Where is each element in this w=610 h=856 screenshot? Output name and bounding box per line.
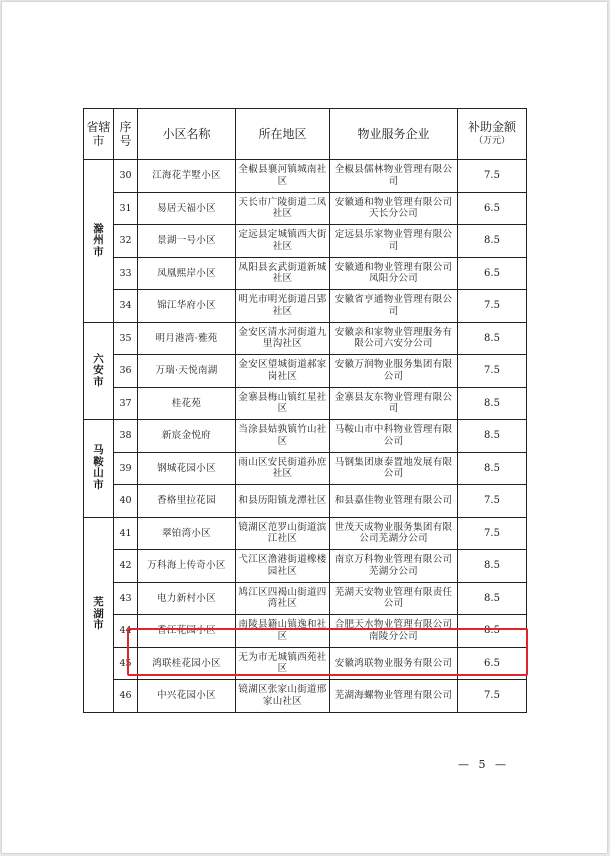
city-maanshan: 马鞍山市	[84, 420, 114, 518]
row-seq: 39	[114, 452, 138, 485]
header-subsidy	[458, 109, 527, 160]
row-seq: 42	[114, 550, 138, 583]
row-amount: 6.5	[458, 647, 527, 680]
header-subsidy-label: 补助金额	[467, 120, 516, 134]
table-row	[84, 192, 527, 225]
row-seq: 32	[114, 225, 138, 258]
row-location: 镜湖区范罗山街道滨江社区	[236, 517, 330, 550]
row-company: 安徽鸿联物业服务有限公司	[330, 647, 458, 680]
row-company: 安徽省亨通物业管理有限公司	[330, 290, 458, 323]
row-location: 金安区望城街道郝家岗社区	[236, 355, 330, 388]
table-row	[84, 582, 527, 615]
row-company: 安徽万润物业服务集团有限公司	[330, 355, 458, 388]
row-location: 南陵县籍山镇逸和社区	[236, 615, 330, 648]
row-amount: 6.5	[458, 192, 527, 225]
row-location: 鸠江区四褐山街道四湾社区	[236, 582, 330, 615]
row-seq: 34	[114, 290, 138, 323]
row-seq: 37	[114, 387, 138, 420]
table-header-row	[84, 109, 527, 160]
table-row	[84, 160, 527, 193]
row-location: 定远县定城镇西大街社区	[236, 225, 330, 258]
row-seq: 46	[114, 680, 138, 713]
row-location: 明光市明光街道吕郢社区	[236, 290, 330, 323]
row-amount: 8.5	[458, 387, 527, 420]
row-seq: 38	[114, 420, 138, 453]
row-amount: 8.5	[458, 420, 527, 453]
row-company: 马钢集团康泰置地发展有限公司	[330, 452, 458, 485]
row-company: 世茂天成物业服务集团有限公司芜湖分公司	[330, 517, 458, 550]
row-amount: 7.5	[458, 680, 527, 713]
city-wuhu: 芜湖市	[84, 517, 114, 712]
row-company: 和县嘉佳物业管理有限公司	[330, 485, 458, 518]
row-community: 桂花苑	[138, 387, 236, 420]
row-company: 芜湖天安物业管理有限责任公司	[330, 582, 458, 615]
row-company: 安徽亲和家物业管理服务有限公司六安分公司	[330, 322, 458, 355]
row-community: 新宸金悦府	[138, 420, 236, 453]
row-company: 金寨县友东物业管理有限公司	[330, 387, 458, 420]
row-community: 江海花芋墅小区	[138, 160, 236, 193]
table-row	[84, 387, 527, 420]
row-amount: 8.5	[458, 615, 527, 648]
row-community: 香江花园小区	[138, 615, 236, 648]
row-company: 安徽通和物业管理有限公司天长分公司	[330, 192, 458, 225]
row-community: 凤凰熙岸小区	[138, 257, 236, 290]
row-seq: 31	[114, 192, 138, 225]
table-row	[84, 355, 527, 388]
header-subsidy-unit: （万元）	[473, 136, 510, 146]
row-community: 鸿联桂花园小区	[138, 647, 236, 680]
row-community: 锦江华府小区	[138, 290, 236, 323]
table-row	[84, 290, 527, 323]
row-community: 易居天福小区	[138, 192, 236, 225]
row-community: 钢城花园小区	[138, 452, 236, 485]
row-company: 定远县乐家物业管理有限公司	[330, 225, 458, 258]
table-row	[84, 615, 527, 648]
row-seq: 44	[114, 615, 138, 648]
table-row	[84, 420, 527, 453]
row-amount: 7.5	[458, 517, 527, 550]
row-community: 电力新村小区	[138, 582, 236, 615]
row-location: 雨山区安民街道孙庶社区	[236, 452, 330, 485]
row-seq: 36	[114, 355, 138, 388]
header-seq: 序号	[114, 109, 138, 160]
row-community: 景湖一号小区	[138, 225, 236, 258]
city-luan: 六安市	[84, 322, 114, 420]
row-amount: 7.5	[458, 160, 527, 193]
row-amount: 7.5	[458, 290, 527, 323]
header-property-company: 物业服务企业	[330, 109, 458, 160]
row-community: 翠铂湾小区	[138, 517, 236, 550]
row-amount: 8.5	[458, 322, 527, 355]
row-amount: 8.5	[458, 225, 527, 258]
table-row	[84, 452, 527, 485]
row-community: 万科海上传奇小区	[138, 550, 236, 583]
row-seq: 41	[114, 517, 138, 550]
page-number: — 5 —	[458, 758, 509, 771]
table-row	[84, 225, 527, 258]
row-seq: 43	[114, 582, 138, 615]
header-province-city: 省辖市	[84, 109, 114, 160]
row-company: 芜湖海螺物业管理有限公司	[330, 680, 458, 713]
row-amount: 8.5	[458, 452, 527, 485]
header-community: 小区名称	[138, 109, 236, 160]
row-location: 天长市广陵街道二凤社区	[236, 192, 330, 225]
row-company: 南京万科物业管理有限公司芜湖分公司	[330, 550, 458, 583]
row-company: 马鞍山市中科物业管理有限公司	[330, 420, 458, 453]
row-location: 金安区清水河街道九里沟社区	[236, 322, 330, 355]
city-chuzhou: 滁州市	[84, 160, 114, 323]
table-row	[84, 485, 527, 518]
row-amount: 7.5	[458, 355, 527, 388]
table-row	[84, 647, 527, 680]
table-row	[84, 550, 527, 583]
subsidy-table	[83, 108, 527, 713]
table-row	[84, 257, 527, 290]
row-location: 金寨县梅山镇红星社区	[236, 387, 330, 420]
row-location: 全椒县襄河镇城南社区	[236, 160, 330, 193]
row-community: 中兴花园小区	[138, 680, 236, 713]
row-amount: 8.5	[458, 582, 527, 615]
row-location: 弋江区澛港街道橡楼园社区	[236, 550, 330, 583]
row-location: 凤阳县玄武街道新城社区	[236, 257, 330, 290]
row-community: 香格里拉花园	[138, 485, 236, 518]
row-seq: 30	[114, 160, 138, 193]
row-amount: 8.5	[458, 550, 527, 583]
row-location: 当涂县姑孰镇竹山社区	[236, 420, 330, 453]
table-row	[84, 322, 527, 355]
row-location: 无为市无城镇西苑社区	[236, 647, 330, 680]
row-company: 全椒县儒林物业管理有限公司	[330, 160, 458, 193]
document-page	[2, 2, 607, 853]
row-seq: 45	[114, 647, 138, 680]
row-seq: 40	[114, 485, 138, 518]
row-company: 安徽通和物业管理有限公司凤阳分公司	[330, 257, 458, 290]
row-location: 和县历阳镇龙潭社区	[236, 485, 330, 518]
row-location: 镜湖区张家山街道邢家山社区	[236, 680, 330, 713]
row-company: 合肥天水物业管理有限公司南陵分公司	[330, 615, 458, 648]
header-location: 所在地区	[236, 109, 330, 160]
row-community: 明月港湾·雅苑	[138, 322, 236, 355]
row-seq: 33	[114, 257, 138, 290]
table-row	[84, 680, 527, 713]
table-row	[84, 517, 527, 550]
row-amount: 6.5	[458, 257, 527, 290]
row-seq: 35	[114, 322, 138, 355]
row-community: 万瑞·天悦南湖	[138, 355, 236, 388]
row-amount: 7.5	[458, 485, 527, 518]
